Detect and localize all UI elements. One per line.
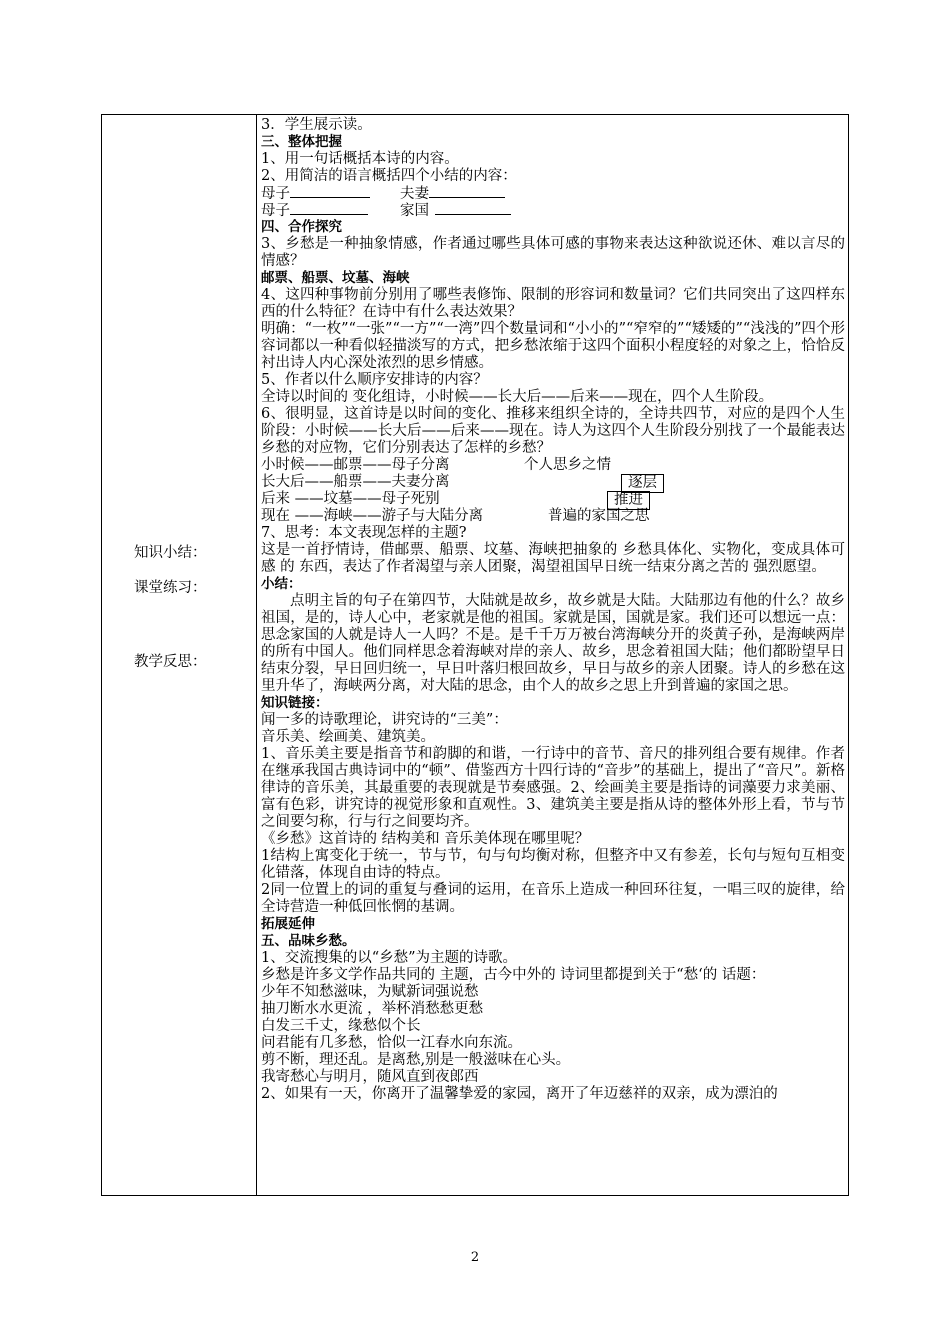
answer: 这是一首抒情诗，借邮票、船票、坟墓、海峡把抽象的 乡愁具体化、实物化，变成具体可感 的 东西，表达了作者渴望与亲人团聚，渴望祖国早日统一结束分离之苦的 强烈愿望。 <box>261 542 845 575</box>
stage-row <box>261 491 845 508</box>
stage-text: 小时候——邮票——母子分离 <box>261 457 450 473</box>
poem-line: 我寄愁心与明月，随风直到夜郎西 <box>261 1069 479 1085</box>
poem-line: 白发三千丈，缘愁似个长 <box>261 1018 421 1034</box>
fill-label: 夫妻 <box>400 186 429 202</box>
page-number: 2 <box>470 1250 480 1265</box>
section-heading: 五、品味乡愁。 <box>261 933 356 949</box>
answer-blank <box>429 185 505 198</box>
stage-text: 现在 ——海峡——游子与大陆分离 <box>261 508 484 524</box>
question: 4、这四种事物前分别用了哪些表修饰、限制的形容词和数量词？它们共同突出了这四样东西的什么特征？在诗中有什么表达效果？ <box>261 287 845 320</box>
fill-label: 母子 <box>261 203 290 219</box>
key-items: 邮票、船票、坟墓、海峡 <box>261 270 410 286</box>
stage-row <box>261 508 845 525</box>
boxed-label: 推进 <box>607 491 650 510</box>
poem-line: 抽刀断水水更流 ，举杯消愁愁更愁 <box>261 1001 484 1017</box>
summary-paragraph: 点明主旨的句子在第四节，大陆就是故乡，故乡就是大陆。大陆那边有他的什么？故乡祖国，是的，诗人心中，老家就是他的祖国。家就是国，国就是家。我们还可以想远一点：思念家国的人就是诗人一人吗？不是。是千千万万被台湾海峡分开的炎黄子孙，是海峡两岸的所有中国人。他们同样思念着海峡对岸的亲人、故乡，思念着祖国大陆；他们都盼望早日结束分裂，早日回归统一，早日叶落归根回故乡，早日与故乡的亲人团聚。诗人的乡愁在这里升华了，海峡两分离，对大陆的思念，由个人的故乡之思上升到普遍的家国之思。 <box>261 593 845 694</box>
question: 5、作者以什么顺序安排诗的内容？ <box>261 372 488 388</box>
paragraph: 2同一位置上的词的重复与叠词的运用，在音乐上造成一种回环往复，一唱三叹的旋律，给全诗营造一种低回怅惘的基调。 <box>261 882 845 915</box>
poem-line: 少年不知愁滋味，为赋新词强说愁 <box>261 984 479 1000</box>
section-heading: 三、整体把握 <box>261 134 342 150</box>
answer-blank <box>290 202 368 215</box>
label-knowledge-summary: 知识小结： <box>134 545 207 561</box>
text-line: 闻一多的诗歌理论，讲究诗的“三美”： <box>261 712 508 728</box>
paragraph: 乡愁是许多文学作品共同的 主题，古今中外的 诗词里都提到关于“愁‘的 话题： <box>261 967 766 983</box>
column-divider <box>256 115 257 1195</box>
fill-blank-row <box>261 202 845 219</box>
answer: 全诗以时间的 变化组诗，小时候——长大后——后来——现在，四个人生阶段。 <box>261 389 774 405</box>
stage-text: 长大后——船票——夫妻分离 <box>261 474 450 490</box>
paragraph: 1结构上寓变化于统一，节与节，句与句均衡对称，但整齐中又有参差，长句与短句互相变化错落，体现自由诗的特点。 <box>261 848 845 881</box>
section-heading: 拓展延伸 <box>261 916 315 932</box>
answer: 明确：“一枚”“一张”“一方”“一湾”四个数量词和“小小的”“窄窄的”“矮矮的”“浅浅的”四个形容词都以一种看似轻描淡写的方式，把乡愁浓缩于这四个面积小程度轻的对象之上，恰恰反衬出诗人内心深处浓烈的思乡情感。 <box>261 321 845 371</box>
section-heading: 知识链接： <box>261 695 329 711</box>
lesson-table <box>101 114 849 1196</box>
question: 6、很明显，这首诗是以时间的变化、推移来组织全诗的，全诗共四节，对应的是四个人生阶段：小时候——长大后——后来——现在。诗人为这四个人生阶段分别找了一个最能表达乡愁的对应物，它们分别表达了怎样的乡愁？ <box>261 406 845 456</box>
stage-row <box>261 457 845 474</box>
question: 3、乡愁是一种抽象情感，作者通过哪些具体可感的事物来表达这种欲说还休、难以言尽的情感？ <box>261 236 845 269</box>
left-column <box>102 115 256 1195</box>
label-class-practice: 课堂练习： <box>134 580 207 596</box>
question: 2、用简洁的语言概括四个小结的内容： <box>261 168 517 184</box>
answer-blank <box>290 185 370 198</box>
text-line: 音乐美、绘画美、建筑美。 <box>261 729 435 745</box>
stage-theme: 个人思乡之情 <box>524 457 611 473</box>
text-line: 3．学生展示读。 <box>261 117 372 133</box>
fill-blank-row <box>261 185 845 202</box>
boxed-label: 逐层 <box>621 474 664 493</box>
question: 《乡愁》这首诗的 结构美和 音乐美体现在哪里呢？ <box>261 831 590 847</box>
poem-line: 剪不断，理还乱。是离愁,别是一般滋味在心头。 <box>261 1052 571 1068</box>
label-teaching-reflection: 教学反思： <box>134 654 207 670</box>
text-line: 1、交流搜集的以“乡愁”为主题的诗歌。 <box>261 950 518 966</box>
paragraph: 1、音乐美主要是指音节和韵脚的和谐，一行诗中的音节、音尺的排列组合要有规律。作者在继承我国古典诗词中的“顿”、借鉴西方十四行诗的“音步”的基础上，提出了“音尺”。新格律诗的音乐美，其最重要的表现就是节奏感强。2、绘画美主要是指诗的词藻要力求美丽、富有色彩，讲究诗的视觉形象和直观性。3、建筑美主要是指从诗的整体外形上看，节与节之间要匀称，行与行之间要均齐。 <box>261 746 845 830</box>
question: 1、用一句话概括本诗的内容。 <box>261 151 459 167</box>
section-heading: 四、合作探究 <box>261 219 342 235</box>
stage-theme: 普遍的家国之思 <box>548 508 650 524</box>
poem-line: 问君能有几多愁，恰似一江春水向东流。 <box>261 1035 522 1051</box>
lesson-content <box>261 117 845 1103</box>
answer-blank <box>435 202 511 215</box>
fill-label: 家国 <box>400 203 429 219</box>
stage-text: 后来 ——坟墓——母子死别 <box>261 491 440 507</box>
fill-label: 母子 <box>261 186 290 202</box>
section-heading: 小结： <box>261 576 302 592</box>
text-line: 2、如果有一天，你离开了温馨挚爱的家园，离开了年迈慈祥的双亲，成为漂泊的 <box>261 1086 778 1102</box>
stage-row <box>261 474 845 491</box>
question: 7、思考：本文表现怎样的主题? <box>261 525 467 541</box>
